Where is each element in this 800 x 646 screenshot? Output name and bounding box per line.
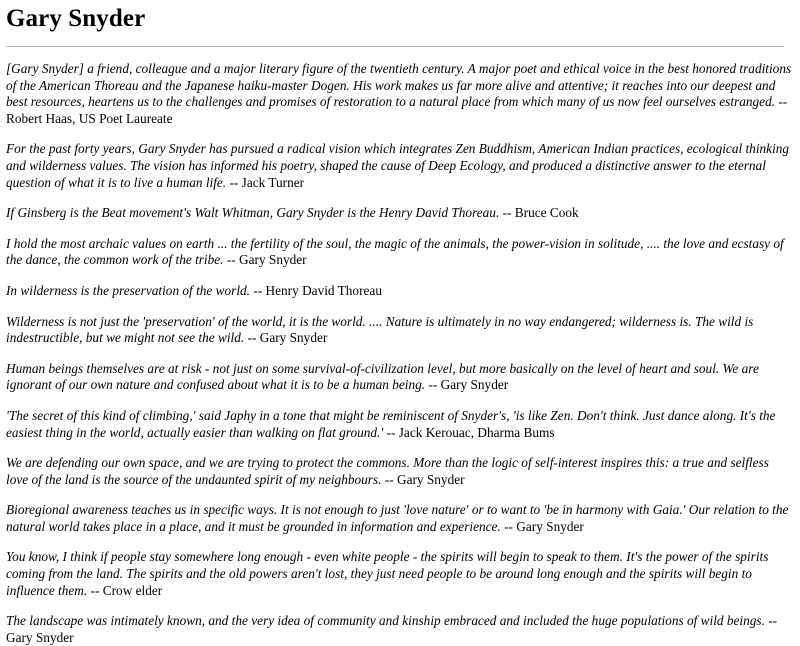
attribution-separator: -- <box>244 330 260 346</box>
quote-text: Bioregional awareness teaches us in specific ways. It is not enough to just 'love nature' or to want to 'be in harmony with Gaia.' Our relation to the natural world takes place in a place, and it must be grounded in information and experience. <box>6 502 789 534</box>
quote-attribution: Crow elder <box>102 582 163 598</box>
page-title: Gary Snyder <box>6 5 146 32</box>
quote-attribution: Gary Snyder <box>239 252 307 268</box>
quote-attribution: Gary Snyder <box>516 518 584 534</box>
quote-attribution: Henry David Thoreau <box>265 282 382 298</box>
quote-paragraph <box>6 205 792 222</box>
attribution-separator: -- <box>381 471 397 487</box>
quote-paragraph <box>6 236 792 269</box>
quote-text: 'The secret of this kind of climbing,' said Japhy in a tone that might be reminiscent of Snyder's, 'is like Zen. Don't think. Just dance along. It's the easiest thing in the world, actually easier than walking on flat ground.' <box>6 407 776 440</box>
quote-attribution: Gary Snyder <box>6 629 74 645</box>
attribution-separator: -- <box>223 252 240 268</box>
quote-paragraph <box>6 141 792 191</box>
attribution-separator: -- <box>87 582 103 598</box>
attribution-separator: -- <box>226 174 242 190</box>
attribution-separator: -- <box>775 94 788 110</box>
quote-text: In wilderness is the preservation of the world. <box>6 282 251 298</box>
quote-paragraph <box>6 314 792 347</box>
quote-text: The landscape was intimately known, and the very idea of community and kinship embraced and included the huge populations of wild beings. <box>6 613 765 629</box>
attribution-separator: -- <box>425 377 441 393</box>
quote-attribution: Gary Snyder <box>396 471 465 487</box>
quote-text: You know, I think if people stay somewhere long enough - even white people - the spirits will begin to speak to them. It's the power of the spirits coming from the land. The spirits and the old powers aren't lost, they just need people to be around long enough and the spirits will begin to influence them. <box>6 549 769 598</box>
quote-text: We are defending our own space, and we are trying to protect the commons. More than the logic of self-interest inspires this: a true and selfless love of the land is the source of the undaunted spirit of my neighbours. <box>6 455 769 487</box>
attribution-separator: -- <box>499 205 515 221</box>
quote-text: [Gary Snyder] a friend, colleague and a major literary figure of the twentieth century. A major poet and ethical voice in the best honored traditions of the American Thoreau and the Japanese haiku-master Dogen. His work makes us far more alive and attentive; it reaches into our deepest and best resources, heartens us to the challenges and promises of restoration to a natural place from which many of us now feel ourselves estranged. <box>6 61 792 110</box>
quote-paragraph <box>6 283 792 300</box>
quote-text: Human beings themselves are at risk - not just on some survival-of-civilization level, but more basically on the level of heart and soul. We are ignorant of our own nature and confused about what it is to be a human being. <box>6 360 759 393</box>
title-divider <box>6 46 784 47</box>
quote-attribution: Jack Kerouac, Dharma Bums <box>398 424 555 440</box>
quote-attribution: Gary Snyder <box>259 330 328 346</box>
attribution-separator: -- <box>250 282 266 298</box>
quote-paragraph <box>6 61 792 127</box>
quote-paragraph <box>6 613 792 646</box>
quote-paragraph <box>6 455 792 488</box>
attribution-separator: -- <box>383 424 399 440</box>
quote-paragraph <box>6 502 792 535</box>
quote-text: Wilderness is not just the 'preservation' of the world, it is the world. .... Nature is ultimately in no way endangered; wilderness is. The wild is indestructible, but we might not see the wild. <box>6 313 754 346</box>
quote-attribution: Robert Haas, US Poet Laureate <box>6 110 173 126</box>
quote-text: If Ginsberg is the Beat movement's Walt Whitman, Gary Snyder is the Henry David Thoreau. <box>6 205 500 221</box>
quote-text: For the past forty years, Gary Snyder has pursued a radical vision which integrates Zen Buddhism, American Indian practices, ecological thinking and wilderness values. The vision has informed his poetry, shaped the cause of Deep Ecology, and produced a distinctive answer to the eternal question of what it is to live a human life. <box>6 141 790 190</box>
quote-list <box>6 61 792 646</box>
attribution-separator: -- <box>500 518 517 534</box>
quote-paragraph <box>6 361 792 394</box>
quote-attribution: Jack Turner <box>241 174 305 190</box>
quote-attribution: Bruce Cook <box>514 205 579 221</box>
quote-attribution: Gary Snyder <box>440 377 509 393</box>
attribution-separator: -- <box>764 613 778 629</box>
quote-paragraph <box>6 549 792 599</box>
quote-paragraph <box>6 408 792 441</box>
quote-text: I hold the most archaic values on earth ... the fertility of the soul, the magic of the animals, the power-vision in solitude, .... the love and ecstasy of the dance, the common work of the tribe. <box>6 235 784 268</box>
